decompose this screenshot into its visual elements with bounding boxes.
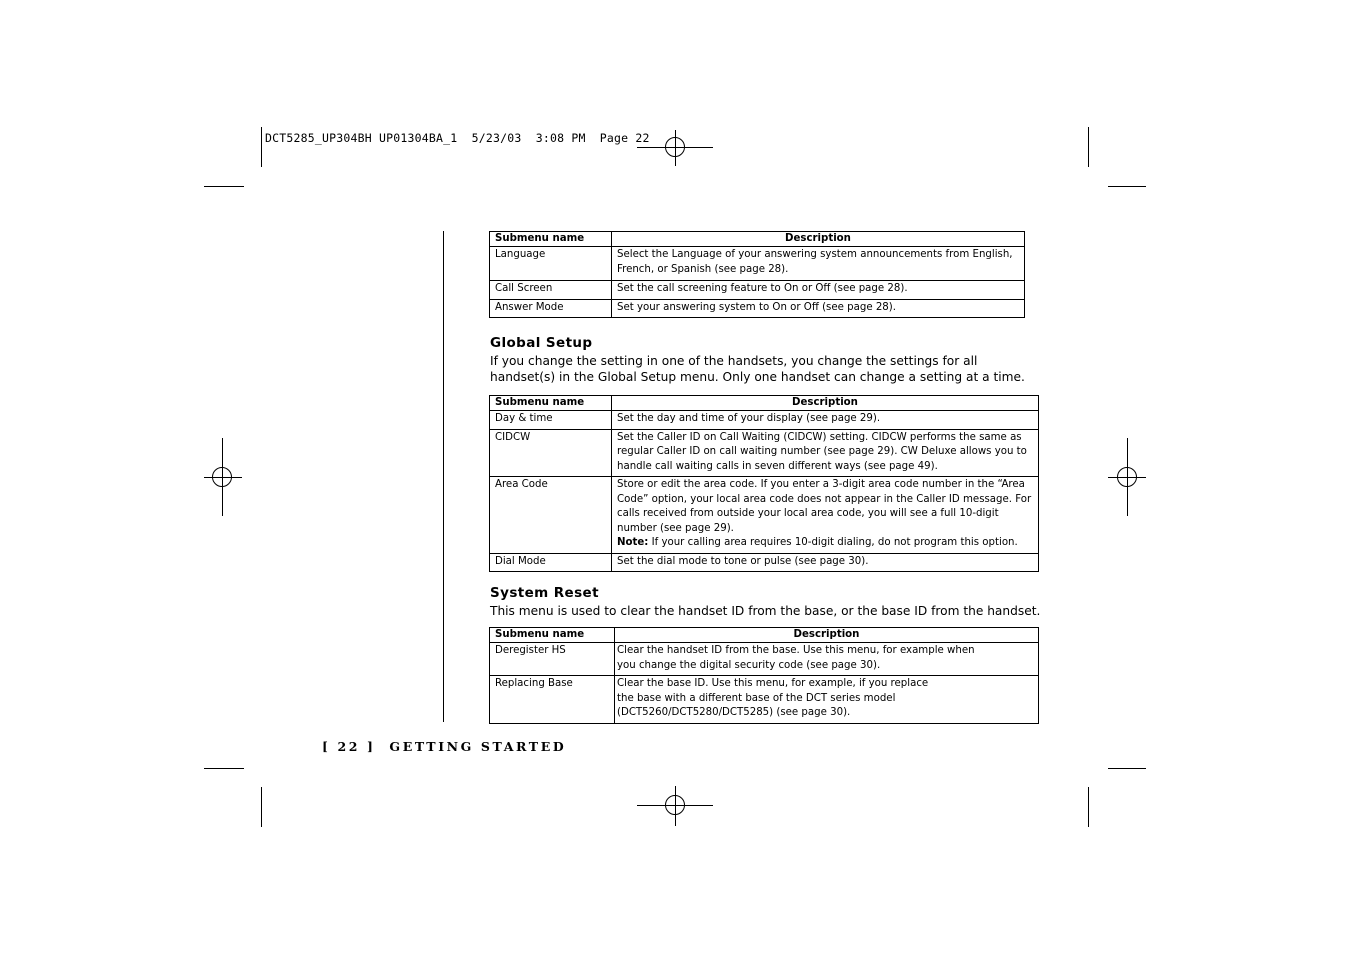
column-header-description: Description [612,396,1039,411]
column-header-name: Submenu name [490,628,615,643]
page-footer: [ 22 ] GETTING STARTED [322,739,567,754]
area-code-description: Store or edit the area code. If you enter a 3-digit area code number in the “Area Code” option, your local area code does not appear in the Caller ID message. For calls received from outside your local area code, you will see a full 10-digit number (see page 29). [617,479,1032,534]
table-row [490,429,1039,477]
margin-rule [443,231,444,722]
table-row [490,676,1039,724]
registration-right-circle-icon [1117,467,1137,487]
column-header-description: Description [612,232,1025,247]
description-line: Clear the base ID. Use this menu, for example, if you replace [617,678,929,689]
note-label: Note: [617,537,649,548]
system-reset-table [489,627,1039,724]
crop-mark-bottom-left-vertical [261,787,262,827]
description-line: the base with a different base of the DCT series model [617,692,896,704]
table-row [490,477,1039,554]
system-reset-intro: This menu is used to clear the handset ID from the base, or the base ID from the handset. [490,604,1041,618]
table-row [490,411,1039,430]
submenu-description [612,477,1039,554]
crop-mark-top-right-vertical [1088,127,1089,167]
answering-submenu-table [489,231,1025,318]
table-row [490,247,1025,281]
registration-top-circle-icon [665,137,685,157]
global-setup-table [489,395,1039,572]
system-reset-heading: System Reset [490,585,599,601]
registration-bottom-circle-icon [665,795,685,815]
crop-mark-top-right-horizontal [1108,186,1146,187]
description-line: Clear the handset ID from the base. Use this menu, for example when [617,645,975,656]
column-header-name: Submenu name [490,396,612,411]
crop-mark-bottom-right-vertical [1088,787,1089,827]
submenu-description: Set the Caller ID on Call Waiting (CIDCW) setting. CIDCW performs the same as regular Caller ID on call waiting number (see page 29). CW Deluxe allows you to handle call waiting calls in seven different ways (see page 49). [612,429,1039,477]
submenu-name: Replacing Base [490,676,615,724]
registration-left-circle-icon [212,467,232,487]
submenu-description: Set the call screening feature to On or Off (see page 28). [612,281,1025,300]
table-header-row [490,628,1039,643]
crop-mark-bottom-left-horizontal [204,768,244,769]
submenu-description: Set your answering system to On or Off (see page 28). [612,299,1025,318]
crop-mark-top-left-horizontal [204,186,244,187]
crop-mark-top-left-vertical [261,127,262,167]
table-header-row [490,232,1025,247]
description-line: (DCT5260/DCT5280/DCT5285) (see page 30). [617,707,851,718]
submenu-description: Set the dial mode to tone or pulse (see page 30). [612,553,1039,572]
table-row [490,281,1025,300]
table-header-row [490,396,1039,411]
description-line: you change the digital security code (see page 30). [617,659,881,671]
submenu-name: Deregister HS [490,643,615,676]
submenu-description [615,643,1039,676]
global-setup-heading: Global Setup [490,335,593,351]
note-text: If your calling area requires 10-digit dialing, do not program this option. [648,537,1018,548]
submenu-description [615,676,1039,724]
submenu-description: Select the Language of your answering system announcements from English, French, or Spanish (see page 28). [612,247,1025,281]
crop-mark-bottom-right-horizontal [1108,768,1146,769]
submenu-name: Day & time [490,411,612,430]
table-row [490,643,1039,676]
submenu-description: Set the day and time of your display (see page 29). [612,411,1039,430]
submenu-name: Area Code [490,477,612,554]
submenu-name: Answer Mode [490,299,612,318]
table-row [490,299,1025,318]
column-header-description: Description [615,628,1039,643]
submenu-name: Language [490,247,612,281]
global-setup-intro: If you change the setting in one of the handsets, you change the settings for all handset(s) in the Global Setup menu. Only one handset can change a setting at a time. [490,354,1025,384]
column-header-name: Submenu name [490,232,612,247]
submenu-name: CIDCW [490,429,612,477]
submenu-name: Dial Mode [490,553,612,572]
table-row [490,553,1039,572]
submenu-name: Call Screen [490,281,612,300]
print-slug: DCT5285_UP304BH UP01304BA_1 5/23/03 3:08 PM Page 22 [265,131,650,145]
